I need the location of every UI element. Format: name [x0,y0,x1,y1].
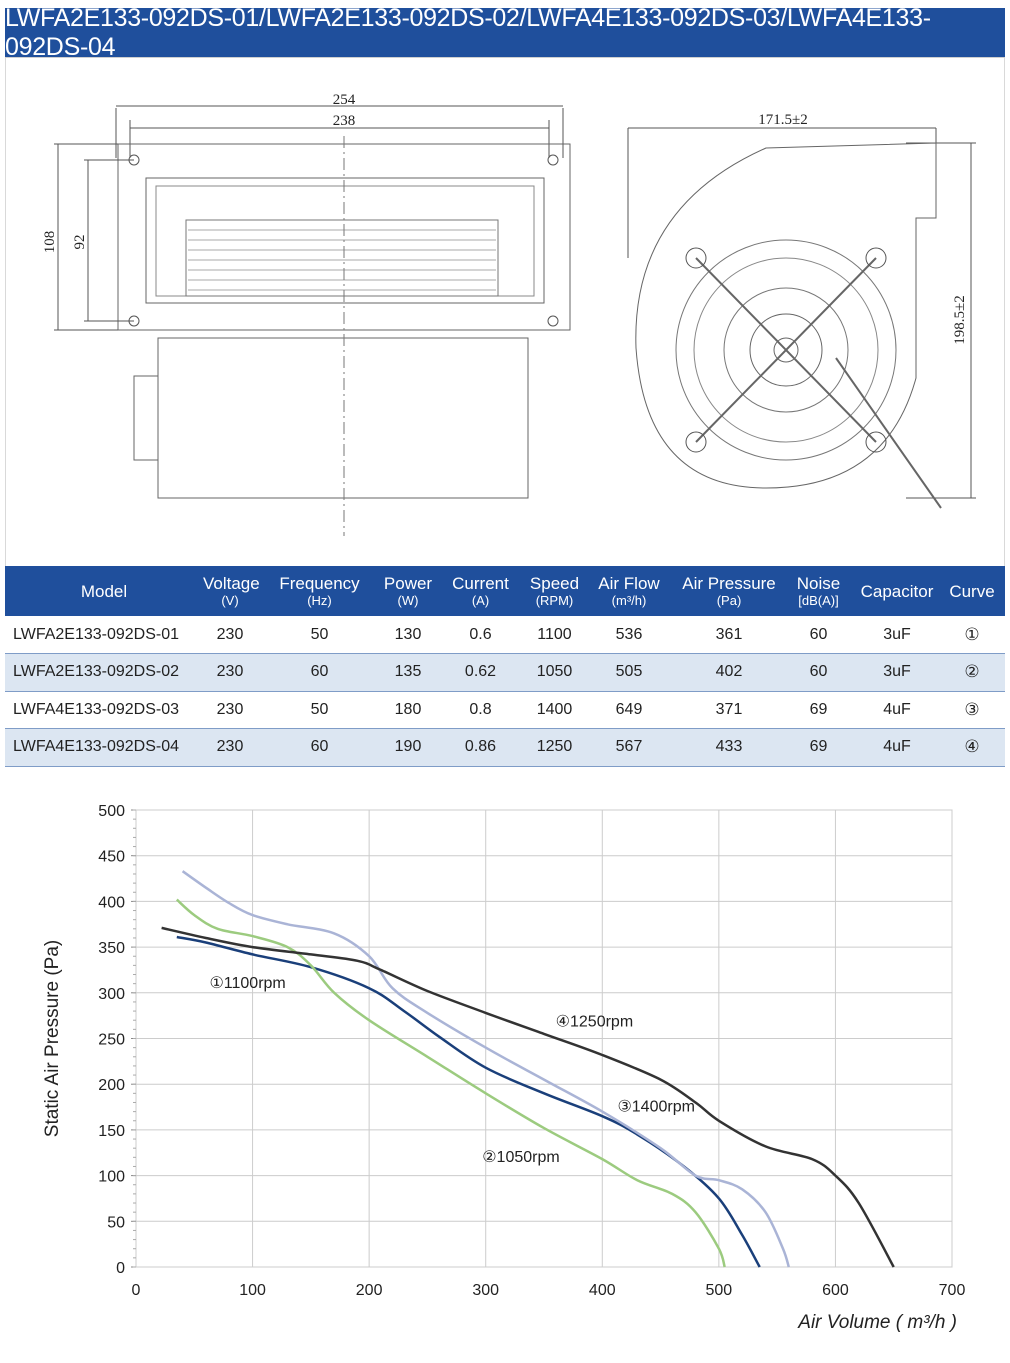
table-cell: 4uF [855,729,939,767]
table-cell: 50 [257,691,382,729]
table-cell: 1100 [527,616,582,654]
curve-label: ③1400rpm [617,1098,695,1116]
column-header-unit: (V) [221,593,239,608]
table-cell: 433 [676,729,782,767]
column-header [257,566,382,616]
column-header-label: Voltage [203,574,260,593]
column-header-label: Capacitor [860,581,934,601]
column-header-unit: (m³/h) [611,593,647,608]
y-tick-label: 400 [98,894,125,912]
column-header-unit: (Pa) [716,593,742,608]
table-cell: 371 [676,691,782,729]
column-header-unit: (W) [397,593,419,608]
x-tick-label: 200 [355,1282,383,1299]
curve-label: ②1050rpm [482,1148,560,1166]
column-header [582,566,676,616]
table-cell: 3uF [855,616,939,654]
x-tick-label: 500 [705,1282,733,1299]
table-body [5,616,1005,766]
page-title: LWFA2E133-092DS-01/LWFA2E133-092DS-02/LWFA4E133-092DS-03/LWFA4E133-092DS-04 [5,8,1005,58]
table-cell: 180 [382,691,434,729]
table-cell: 130 [382,616,434,654]
dim-height-inner: 92 [72,234,88,250]
y-tick-label: 150 [98,1122,125,1140]
drawing-svg [6,58,1006,568]
table-cell: ③ [939,691,1005,729]
column-header-unit: (Hz) [307,593,332,608]
x-tick-label: 600 [822,1282,849,1299]
curve-label: ④1250rpm [555,1013,634,1031]
table-header [5,566,1005,616]
mount-hole [548,155,558,165]
table-cell: 0.62 [434,654,527,692]
y-tick-label: 350 [98,940,125,958]
table-cell: 60 [257,729,382,767]
dim-side-height: 198.5±2 [952,295,968,345]
dim-width-outer: 254 [332,92,356,108]
performance-chart [0,778,1010,1363]
table-cell: 69 [782,729,855,767]
table-cell: 230 [203,654,257,692]
y-tick-label: 50 [107,1214,125,1232]
column-header [676,566,782,616]
table-cell: 1250 [527,729,582,767]
table-cell: 0.6 [434,616,527,654]
table-cell: 361 [676,616,782,654]
table-cell: LWFA4E133-092DS-03 [5,691,203,729]
table-row [5,691,1005,729]
column-header [5,566,203,616]
y-tick-label: 300 [98,985,125,1003]
header-row [5,566,1005,616]
table-cell: 0.86 [434,729,527,767]
column-header [855,566,939,616]
table-cell: 69 [782,691,855,729]
table-cell: 1400 [527,691,582,729]
column-header-label: Noise [796,574,841,593]
x-tick-label: 0 [131,1282,141,1299]
table-cell: LWFA2E133-092DS-01 [5,616,203,654]
x-tick-label: 700 [938,1282,966,1299]
column-header-label: Speed [529,574,580,593]
table-row [5,729,1005,767]
column-header [382,566,434,616]
blade-lines [188,230,496,290]
y-tick-label: 100 [98,1168,125,1186]
lead-wire [836,358,941,508]
dim-width-inner: 238 [332,113,356,129]
column-header [527,566,582,616]
x-tick-label: 400 [588,1282,616,1299]
column-header-unit: [dB(A)] [798,593,839,608]
table-cell: 135 [382,654,434,692]
chart-series [162,871,894,1267]
table-cell: 505 [582,654,676,692]
y-axis-title: Static Air Pressure (Pa) [42,939,63,1138]
table-cell: ④ [939,729,1005,767]
curve-label: ①1100rpm [209,975,286,993]
table-cell: 4uF [855,691,939,729]
table-cell: 50 [257,616,382,654]
table-cell: 230 [203,616,257,654]
column-header [203,566,260,616]
column-header [782,566,855,616]
table-row [5,616,1005,654]
table-cell: 0.8 [434,691,527,729]
table-cell: 230 [203,729,257,767]
column-header-unit: (A) [471,593,490,608]
y-tick-label: 200 [98,1077,125,1095]
table-cell: 1050 [527,654,582,692]
table-cell: 60 [257,654,382,692]
technical-drawing [5,58,1005,568]
table-cell: 60 [782,616,855,654]
chart-grid [136,810,952,1267]
capacitor-box [134,376,158,460]
column-header-label: Model [80,581,128,601]
table-cell: ② [939,654,1005,692]
table-cell: LWFA2E133-092DS-02 [5,654,203,692]
column-header [434,566,527,616]
y-tick-label: 250 [98,1031,125,1049]
y-tick-label: 0 [116,1260,125,1277]
column-header-label: Frequency [279,574,360,593]
mount-hole [548,316,558,326]
table-cell: 402 [676,654,782,692]
column-header-label: Curve [949,581,995,601]
table-cell: 567 [582,729,676,767]
column-header-label: Power [383,574,433,593]
dim-side-width: 171.5±2 [758,112,808,128]
impeller-blades [186,220,498,296]
chart-annotations [209,975,695,1166]
table-cell: LWFA4E133-092DS-04 [5,729,203,767]
table-cell: 649 [582,691,676,729]
table-row [5,654,1005,692]
table-cell: 230 [203,691,257,729]
x-tick-label: 300 [472,1282,500,1299]
y-tick-label: 450 [98,848,125,866]
table-cell: 60 [782,654,855,692]
x-axis-title: Air Volume ( m³/h ) [798,1312,957,1333]
column-header-label: Current [452,574,509,593]
table-cell: ① [939,616,1005,654]
blower-housing-side [158,338,528,498]
table-cell: 3uF [855,654,939,692]
dim-height-outer: 108 [42,230,58,254]
table-cell: 190 [382,729,434,767]
spec-table [5,566,1005,767]
y-tick-label: 500 [98,803,125,820]
column-header [939,566,1005,616]
column-header-unit: (RPM) [535,593,574,608]
column-header-label: Air Flow [598,574,660,593]
x-tick-label: 100 [239,1282,266,1299]
table-cell: 536 [582,616,676,654]
column-header-label: Air Pressure [682,574,776,593]
